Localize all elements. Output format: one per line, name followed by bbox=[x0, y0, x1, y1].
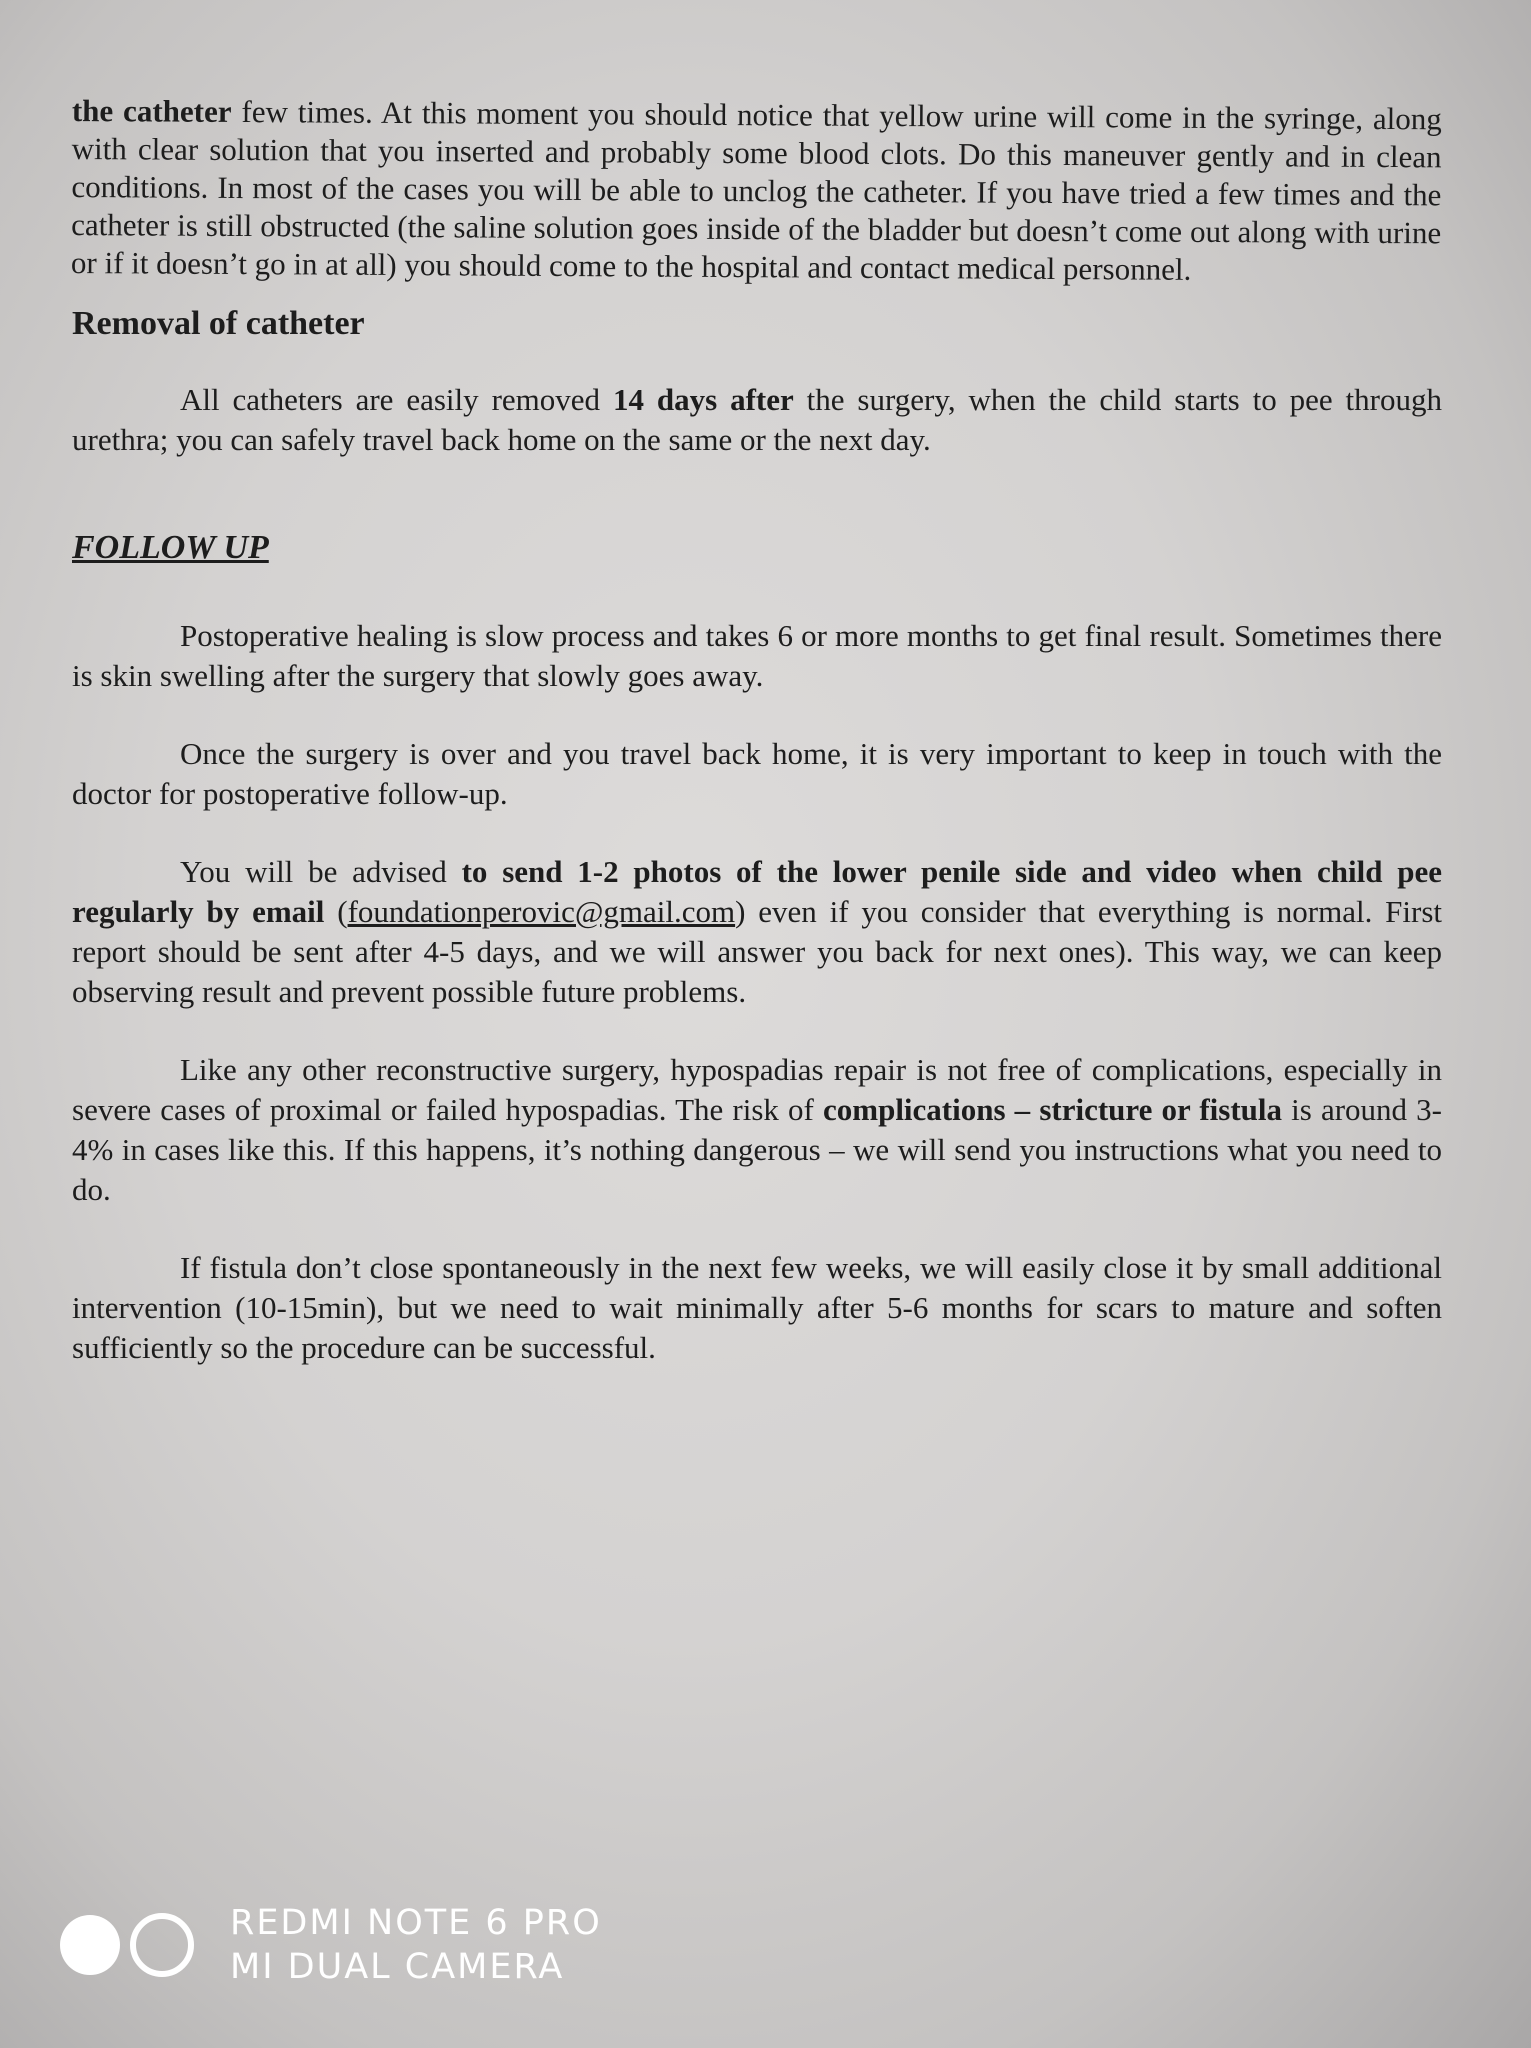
watermark-text bbox=[230, 1901, 602, 1989]
watermark-line-1: REDMI NOTE 6 PRO bbox=[230, 1903, 602, 1943]
photos-text-before: You will be advised bbox=[180, 854, 462, 889]
catheter-unclog-paragraph bbox=[71, 92, 1442, 290]
watermark-line-2: MI DUAL CAMERA bbox=[230, 1947, 565, 1987]
bold-lead: the catheter bbox=[71, 92, 232, 129]
healing-paragraph: Postoperative healing is slow process and takes 6 or more months to get final result. Sometimes there is skin swelling after the surgery that slowly goes away. bbox=[72, 618, 1442, 693]
removal-bold: 14 days after bbox=[612, 382, 794, 417]
removal-text-after: the surgery, when the child starts to pee through urethra; you can safely travel back home on the same or the next day. bbox=[72, 382, 1442, 457]
complications-bold: complications – stricture or fistula bbox=[823, 1092, 1282, 1127]
removal-paragraph bbox=[72, 380, 1442, 460]
photos-bold: to send 1-2 photos of the lower penile side and video when child pee regularly by email bbox=[72, 854, 1443, 929]
keep-in-touch-paragraph: Once the surgery is over and you travel back home, it is very important to keep in touch with the doctor for postoperative follow-up. bbox=[72, 736, 1442, 811]
complications-text-before: Like any other reconstructive surgery, hypospadias repair is not free of complications, especially in severe cases of proximal or failed hypospadias. The risk of bbox=[72, 1052, 1442, 1127]
email-link[interactable]: foundationperovic@gmail.com bbox=[347, 894, 736, 929]
fistula-paragraph: If fistula don’t close spontaneously in the next few weeks, we will easily close it by small additional intervention (10-15min), but we need to wait minimally after 5-6 months for scars to mature and soften sufficiently so the procedure can be successful. bbox=[72, 1250, 1442, 1365]
photos-paren: ( bbox=[324, 894, 348, 929]
ring-circle-icon bbox=[130, 1913, 194, 1977]
document-page bbox=[72, 92, 1442, 1368]
removal-text-before: All catheters are easily removed bbox=[180, 382, 613, 417]
camera-watermark bbox=[60, 1900, 602, 1990]
removal-heading: Removal of catheter bbox=[72, 305, 365, 342]
paragraph-text: few times. At this moment you should notice that yellow urine will come in the syringe, along with clear solution that you inserted and probably some blood clots. Do this maneuver gently and in clean conditions. In most of the cases you will be able to unclog the catheter. If you have tried a few times and the catheter is still obstructed (the saline solution goes inside of the bladder but doesn’t come out along with urine or if it doesn’t go in at all) you should come to the hospital and contact medical personnel. bbox=[70, 93, 1442, 287]
complications-text-after: is around 3-4% in cases like this. If this happens, it’s nothing dangerous – we will send you instructions what you need to do. bbox=[72, 1092, 1442, 1207]
photos-paragraph bbox=[72, 852, 1442, 1012]
photos-text-after: ) even if you consider that everything is normal. First report should be sent after 4-5 days, and we will answer you back for next ones). This way, we can keep observing result and prevent possible future problems. bbox=[72, 894, 1443, 1009]
follow-up-heading: FOLLOW UP bbox=[72, 529, 269, 566]
complications-paragraph bbox=[72, 1050, 1442, 1210]
filled-circle-icon bbox=[60, 1915, 120, 1975]
